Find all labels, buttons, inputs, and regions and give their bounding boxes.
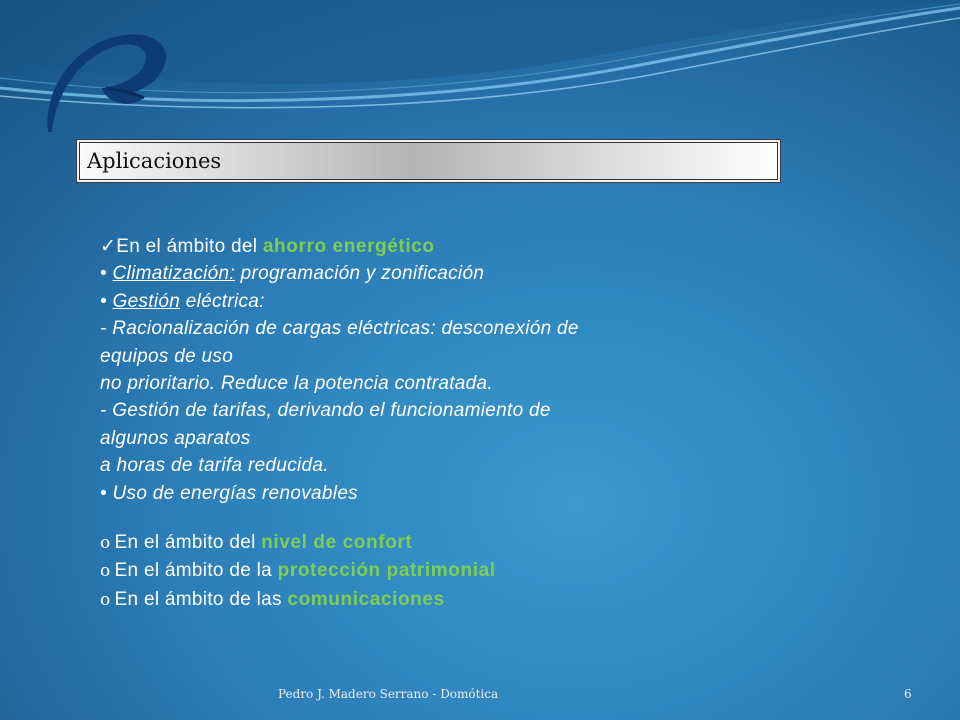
circle-bullet-icon: o	[100, 533, 111, 554]
text-line: - Racionalización de cargas eléctricas: desconexión de	[100, 318, 579, 340]
underlined-text: Gestión	[112, 290, 181, 312]
item-text: programación y zonificación	[235, 263, 485, 285]
checkmark-icon: ✓	[100, 236, 117, 257]
item-text: Uso de energías renovables	[112, 482, 358, 504]
list-item	[100, 260, 700, 287]
highlight-text: protección patrimonial	[277, 560, 496, 582]
text-line: algunos aparatos	[100, 427, 251, 449]
text-line: equipos de uso	[100, 345, 234, 367]
bullet-icon: •	[100, 482, 113, 504]
list-item	[100, 480, 700, 507]
highlight-text: comunicaciones	[287, 588, 445, 610]
list-item	[100, 529, 700, 557]
footer-author: Pedro J. Madero Serrano - Domótica	[278, 687, 499, 701]
circle-bullet-icon: o	[100, 561, 111, 582]
bullet-icon: •	[100, 290, 113, 312]
underlined-text: Climatización:	[112, 263, 235, 285]
item-text: eléctrica:	[180, 290, 265, 312]
slide-content	[100, 233, 700, 614]
list-item	[100, 233, 700, 260]
circle-bullet-icon: o	[100, 589, 111, 610]
company-logo-icon	[40, 28, 170, 136]
list-item	[100, 288, 700, 315]
item-text: En el ámbito de la	[114, 560, 278, 582]
bullet-icon: •	[100, 263, 113, 285]
page-number: 6	[904, 687, 912, 701]
highlight-text: nivel de confort	[261, 532, 413, 554]
text-line: no prioritario. Reduce la potencia contratada.	[100, 373, 493, 395]
section-title-bar	[79, 142, 778, 180]
list-item	[100, 557, 700, 585]
item-text: En el ámbito del	[116, 236, 263, 257]
item-text: En el ámbito de las	[114, 588, 288, 610]
item-text: En el ámbito del	[114, 532, 262, 554]
section-title: Aplicaciones	[87, 149, 222, 173]
list-item	[100, 586, 700, 614]
highlight-text: ahorro energético	[262, 236, 435, 257]
text-line: a horas de tarifa reducida.	[100, 455, 329, 477]
text-line: - Gestión de tarifas, derivando el funcionamiento de	[100, 400, 551, 422]
